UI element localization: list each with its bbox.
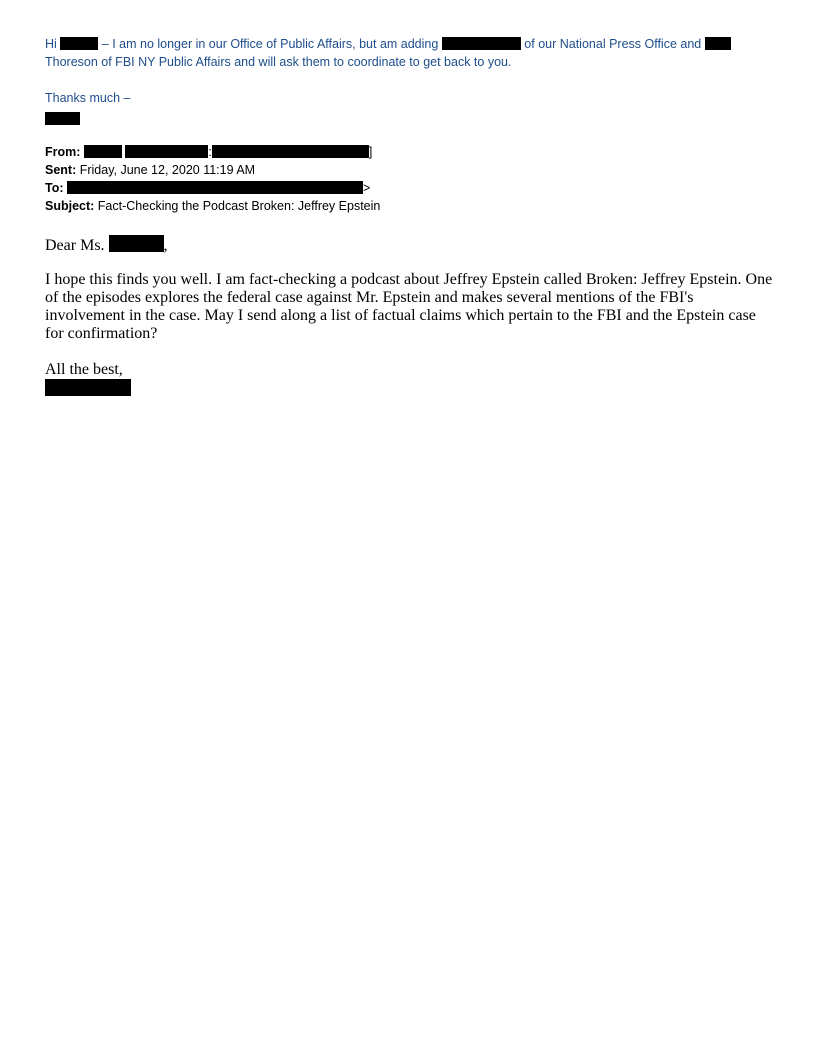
from-label: From: xyxy=(45,145,81,159)
salutation-end: , xyxy=(163,237,168,254)
redaction-block xyxy=(212,145,369,158)
reply-line-1 xyxy=(45,37,731,51)
header-to xyxy=(45,181,370,195)
redaction-block xyxy=(67,181,363,194)
from-close: ] xyxy=(368,145,373,159)
redaction-block xyxy=(60,37,98,50)
from-separator: : xyxy=(208,145,212,159)
reply-signature xyxy=(45,110,80,128)
closing: All the best, xyxy=(45,361,123,378)
redaction-block xyxy=(442,37,521,50)
sent-value: Friday, June 12, 2020 11:19 AM xyxy=(79,163,256,177)
redaction-block xyxy=(45,379,131,396)
redaction-block xyxy=(45,112,80,125)
reply-text-a: – I am no longer in our Office of Public Affairs, but am adding xyxy=(101,37,439,51)
reply-text-b: of our National Press Office and xyxy=(524,37,702,51)
reply-line-2: Thoreson of FBI NY Public Affairs and will ask them to coordinate to get back to you. xyxy=(45,55,512,69)
redaction-block xyxy=(125,145,208,158)
to-close: > xyxy=(363,181,371,195)
reply-greeting: Hi xyxy=(45,37,57,51)
header-from xyxy=(45,145,372,159)
message-body: I hope this finds you well. I am fact-checking a podcast about Jeffrey Epstein called Broken: Jeffrey Epstein. One of the episodes explores the federal case against Mr. Epstein and makes several mentions of the FBI's involvement in the case. May I send along a list of factual claims which pertain to the FBI and the Epstein case for confirmation? xyxy=(45,271,773,342)
sender-signature xyxy=(45,379,131,399)
to-label: To: xyxy=(45,181,64,195)
header-sent xyxy=(45,163,255,177)
header-subject xyxy=(45,199,380,213)
redaction-block xyxy=(109,235,164,252)
subject-value: Fact-Checking the Podcast Broken: Jeffrey Epstein xyxy=(97,199,381,213)
reply-thanks: Thanks much – xyxy=(45,91,131,105)
subject-label: Subject: xyxy=(45,199,95,213)
redaction-block xyxy=(84,145,122,158)
salutation-text: Dear Ms. xyxy=(45,237,105,254)
salutation xyxy=(45,235,168,255)
redaction-block xyxy=(705,37,731,50)
sent-label: Sent: xyxy=(45,163,77,177)
